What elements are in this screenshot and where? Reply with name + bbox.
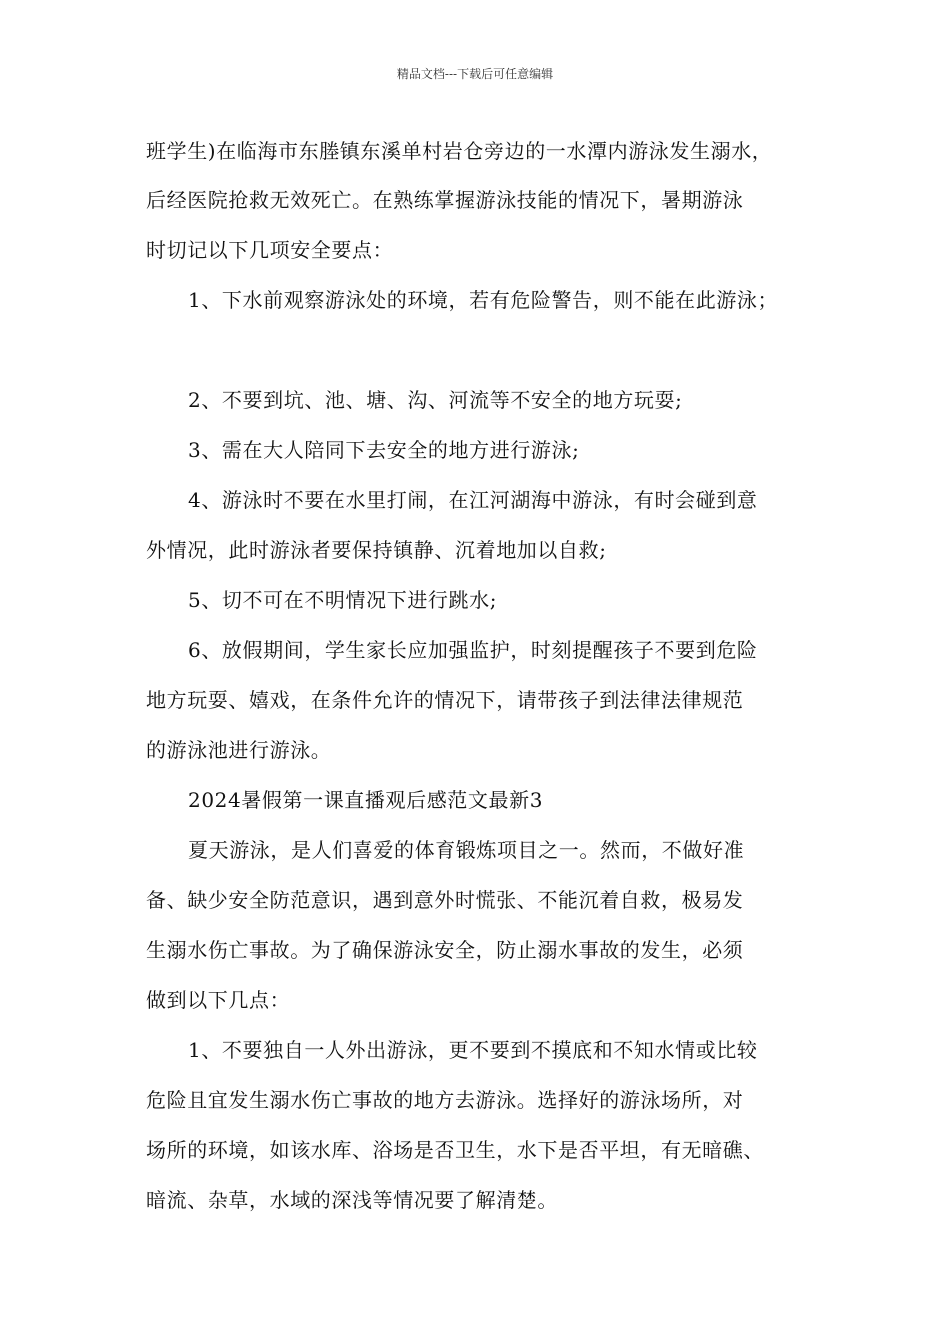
- body-line: 后经医院抢救无效死亡。在熟练掌握游泳技能的情况下，暑期游泳: [146, 188, 744, 212]
- body-line: 备、缺少安全防范意识，遇到意外时慌张、不能沉着自救，极易发: [146, 888, 744, 912]
- body-line: 生溺水伤亡事故。为了确保游泳安全，防止溺水事故的发生，必须: [146, 938, 744, 962]
- body-line: 班学生)在临海市东塍镇东溪单村岩仓旁边的一水潭内游泳发生溺水，: [146, 139, 773, 163]
- body-line: 时切记以下几项安全要点：: [146, 238, 394, 262]
- section-title: 2024暑假第一课直播观后感范文最新3: [188, 788, 544, 812]
- body-line: 地方玩耍、嬉戏，在条件允许的情况下，请带孩子到法律法律规范: [146, 688, 744, 712]
- list-item: 4、游泳时不要在水里打闹，在江河湖海中游泳，有时会碰到意: [188, 488, 758, 512]
- paragraph-start: 夏天游泳，是人们喜爱的体育锻炼项目之一。然而，不做好准: [188, 838, 745, 862]
- body-line: 暗流、杂草，水域的深浅等情况要了解清楚。: [146, 1188, 558, 1212]
- list-item: 3、需在大人陪同下去安全的地方进行游泳;: [188, 438, 580, 462]
- list-item: 2、不要到坑、池、塘、沟、河流等不安全的地方玩耍;: [188, 388, 683, 412]
- body-line: 做到以下几点：: [146, 988, 291, 1012]
- body-line: 外情况，此时游泳者要保持镇静、沉着地加以自救;: [146, 538, 607, 562]
- body-line: 危险且宜发生溺水伤亡事故的地方去游泳。选择好的游泳场所，对: [146, 1088, 744, 1112]
- list-item: 5、切不可在不明情况下进行跳水;: [188, 588, 498, 612]
- list-item: 1、下水前观察游泳处的环境，若有危险警告，则不能在此游泳；: [188, 288, 779, 312]
- body-line: 场所的环境，如该水库、浴场是否卫生，水下是否平坦，有无暗礁、: [146, 1138, 764, 1162]
- list-item: 1、不要独自一人外出游泳，更不要到不摸底和不知水情或比较: [188, 1038, 758, 1062]
- body-line: 的游泳池进行游泳。: [146, 738, 332, 762]
- page-header: 精品文档---下载后可任意编辑: [396, 67, 554, 81]
- list-item: 6、放假期间，学生家长应加强监护，时刻提醒孩子不要到危险: [188, 638, 758, 662]
